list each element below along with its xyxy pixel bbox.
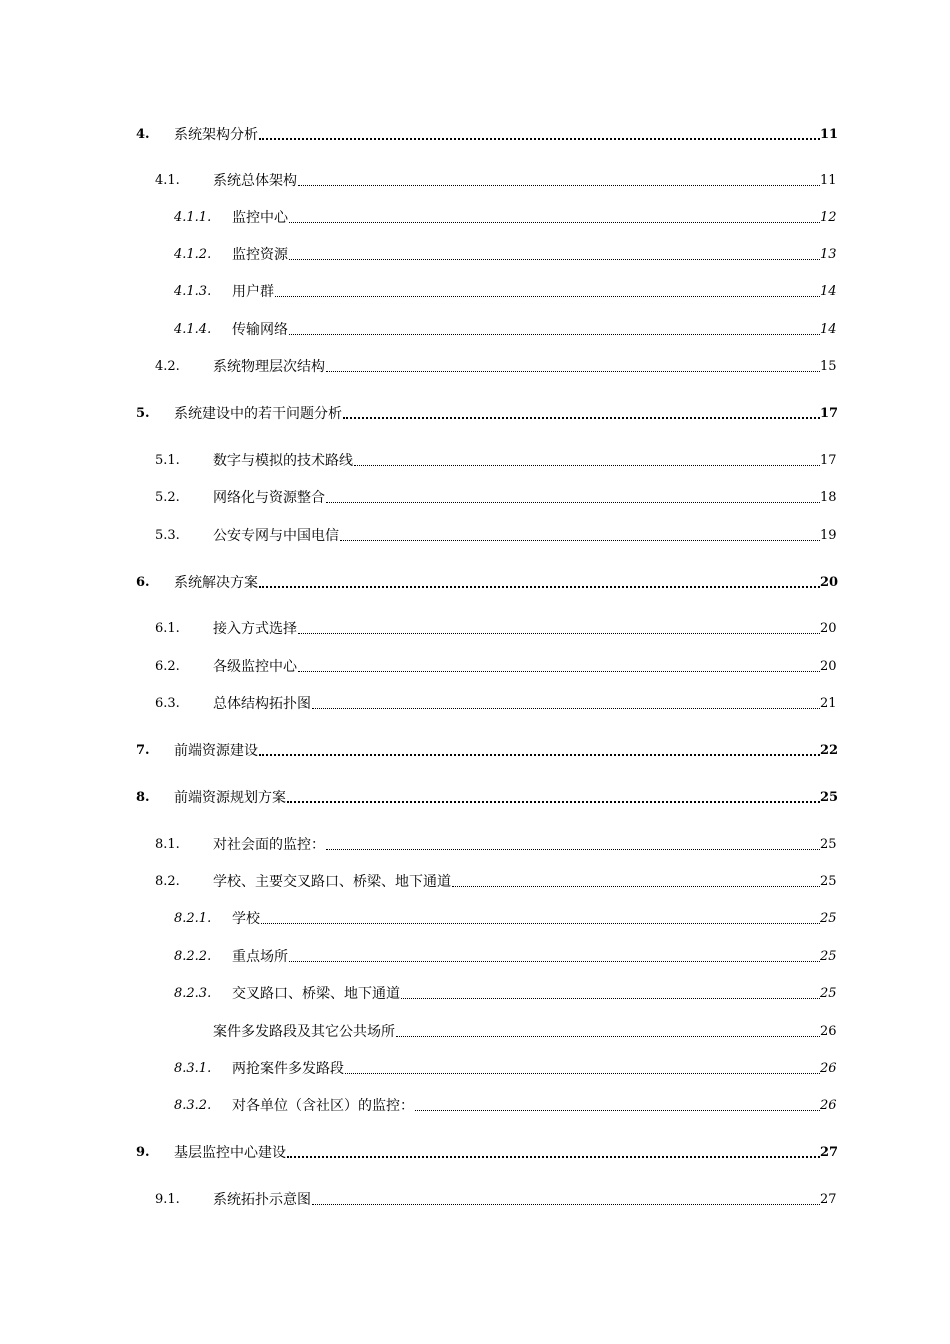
dot-leader: [275, 281, 820, 303]
toc-page-number: 27: [820, 1192, 837, 1207]
toc-title: 学校、主要交叉路口、桥梁、地下通道: [213, 871, 452, 893]
toc-page-number: 25: [820, 949, 837, 964]
toc-title: 系统总体架构: [213, 170, 298, 192]
dot-leader: [326, 834, 820, 856]
toc-number: 4.1.4.: [174, 322, 212, 337]
toc-page-number: 14: [820, 322, 837, 337]
toc-title: 接入方式选择: [213, 618, 298, 640]
toc-title: 前端资源规划方案: [174, 787, 287, 809]
toc-title: 监控资源: [232, 244, 289, 266]
toc-page-number: 21: [820, 696, 837, 711]
dot-leader: [287, 787, 820, 809]
dot-leader: [298, 618, 820, 640]
toc-page-number: 25: [820, 874, 837, 889]
toc-title: 基层监控中心建设: [174, 1142, 287, 1164]
toc-entry-4-1-1[interactable]: [0, 207, 950, 229]
toc-page-number: 11: [820, 173, 837, 188]
toc-page-number: 20: [820, 621, 837, 636]
toc-number: 8.: [136, 790, 150, 805]
toc-title: 系统建设中的若干问题分析: [174, 403, 343, 425]
toc-number: 5.1.: [155, 453, 180, 468]
toc-title: 案件多发路段及其它公共场所: [213, 1021, 396, 1043]
toc-entry-4-1[interactable]: [0, 170, 950, 192]
toc-title: 监控中心: [232, 207, 289, 229]
toc-entry-8-3-2[interactable]: [0, 1095, 950, 1117]
toc-number: 4.: [136, 127, 150, 142]
dot-leader: [354, 450, 820, 472]
toc-number: 9.: [136, 1145, 150, 1160]
toc-number: 5.3.: [155, 528, 180, 543]
toc-title: 网络化与资源整合: [213, 487, 326, 509]
toc-page-number: 20: [820, 659, 837, 674]
toc-number: 8.2.2.: [174, 949, 212, 964]
toc-entry-4-1-2[interactable]: [0, 244, 950, 266]
toc-entry-6-3[interactable]: [0, 693, 950, 715]
toc-page-number: 25: [820, 986, 837, 1001]
toc-page-number: 13: [820, 247, 837, 262]
toc-page-number: 15: [820, 359, 837, 374]
dot-leader: [289, 946, 820, 968]
toc-entry-4-1-3[interactable]: [0, 281, 950, 303]
toc-title: 前端资源建设: [174, 740, 259, 762]
toc-page-number: 26: [820, 1061, 837, 1076]
toc-page-number: 26: [820, 1098, 837, 1113]
toc-page-number: 19: [820, 528, 837, 543]
toc-entry-5-1[interactable]: [0, 450, 950, 472]
toc-number: 4.2.: [155, 359, 180, 374]
toc-title: 总体结构拓扑图: [213, 693, 312, 715]
toc-entry-6[interactable]: [0, 572, 950, 594]
toc-page-number: 17: [820, 453, 837, 468]
toc-entry-8-2-1[interactable]: [0, 908, 950, 930]
dot-leader: [298, 656, 820, 678]
dot-leader: [259, 740, 820, 762]
toc-page-number: 25: [820, 790, 839, 805]
toc-title: 用户群: [232, 281, 275, 303]
toc-number: 8.3.2.: [174, 1098, 212, 1113]
dot-leader: [259, 124, 820, 146]
dot-leader: [259, 572, 820, 594]
dot-leader: [298, 170, 820, 192]
toc-page-number: 27: [820, 1145, 839, 1160]
toc-title: 传输网络: [232, 319, 289, 341]
toc-entry-4-1-4[interactable]: [0, 319, 950, 341]
toc-number: 4.1.1.: [174, 210, 212, 225]
toc-entry-7[interactable]: [0, 740, 950, 762]
dot-leader: [287, 1142, 820, 1164]
toc-title: 系统解决方案: [174, 572, 259, 594]
toc-entry-9[interactable]: [0, 1142, 950, 1164]
toc-number: 6.3.: [155, 696, 180, 711]
toc-title: 公安专网与中国电信: [213, 525, 340, 547]
toc-entry-8-3-1[interactable]: [0, 1058, 950, 1080]
toc-number: 5.2.: [155, 490, 180, 505]
toc-number: 4.1.: [155, 173, 180, 188]
toc-number: 7.: [136, 743, 150, 758]
dot-leader: [326, 356, 820, 378]
toc-entry-4[interactable]: [0, 124, 950, 146]
toc-title: 系统拓扑示意图: [213, 1189, 312, 1211]
toc-number: 8.2.1.: [174, 911, 212, 926]
dot-leader: [415, 1095, 820, 1117]
toc-number: 5.: [136, 406, 150, 421]
dot-leader: [289, 207, 820, 229]
toc-title: 系统物理层次结构: [213, 356, 326, 378]
toc-entry-8-2-3[interactable]: [0, 983, 950, 1005]
toc-entry-6-2[interactable]: [0, 656, 950, 678]
toc-title: 对社会面的监控：: [213, 834, 326, 856]
toc-entry-5[interactable]: [0, 403, 950, 425]
dot-leader: [343, 403, 820, 425]
toc-number: 4.1.2.: [174, 247, 212, 262]
toc-number: 4.1.3.: [174, 284, 212, 299]
toc-title: 各级监控中心: [213, 656, 298, 678]
toc-entry-6-1[interactable]: [0, 618, 950, 640]
toc-number: 6.2.: [155, 659, 180, 674]
toc-number: 6.: [136, 575, 150, 590]
toc-title: 交叉路口、桥梁、地下通道: [232, 983, 401, 1005]
toc-title: 数字与模拟的技术路线: [213, 450, 354, 472]
toc-entry-9-1[interactable]: [0, 1189, 950, 1211]
toc-number: 8.3.1.: [174, 1061, 212, 1076]
toc-number: 8.1.: [155, 837, 180, 852]
toc-entry-8-2[interactable]: [0, 871, 950, 893]
dot-leader: [345, 1058, 820, 1080]
toc-page-number: 22: [820, 743, 839, 758]
toc-page-number: 20: [820, 575, 839, 590]
dot-leader: [396, 1021, 820, 1043]
dot-leader: [261, 908, 820, 930]
toc-page-number: 25: [820, 911, 837, 926]
dot-leader: [312, 1189, 820, 1211]
toc-number: 8.2.: [155, 874, 180, 889]
toc-entry-5-2[interactable]: [0, 487, 950, 509]
dot-leader: [326, 487, 820, 509]
toc-page-number: 12: [820, 210, 837, 225]
toc-page-number: 11: [820, 127, 839, 142]
toc-number: 9.1.: [155, 1192, 180, 1207]
toc-entry-8-2-2[interactable]: [0, 946, 950, 968]
toc-page-number: 26: [820, 1024, 837, 1039]
dot-leader: [401, 983, 820, 1005]
toc-title: 对各单位（含社区）的监控：: [232, 1095, 415, 1117]
toc-entry-8[interactable]: [0, 787, 950, 809]
dot-leader: [289, 244, 820, 266]
toc-title: 两抢案件多发路段: [232, 1058, 345, 1080]
toc-entry-4-2[interactable]: [0, 356, 950, 378]
dot-leader: [340, 525, 820, 547]
toc-number: 6.1.: [155, 621, 180, 636]
toc-entry-5-3[interactable]: [0, 525, 950, 547]
toc-page-number: 25: [820, 837, 837, 852]
toc-page-number: 17: [820, 406, 839, 421]
toc-page-number: 14: [820, 284, 837, 299]
toc-title: 学校: [232, 908, 261, 930]
dot-leader: [312, 693, 820, 715]
toc-number: 8.2.3.: [174, 986, 212, 1001]
toc-title: 重点场所: [232, 946, 289, 968]
toc-title: 系统架构分析: [174, 124, 259, 146]
toc-entry-8-1[interactable]: [0, 834, 950, 856]
toc-page-number: 18: [820, 490, 837, 505]
toc-entry-8-3[interactable]: [0, 1021, 950, 1043]
dot-leader: [452, 871, 820, 893]
dot-leader: [289, 319, 820, 341]
